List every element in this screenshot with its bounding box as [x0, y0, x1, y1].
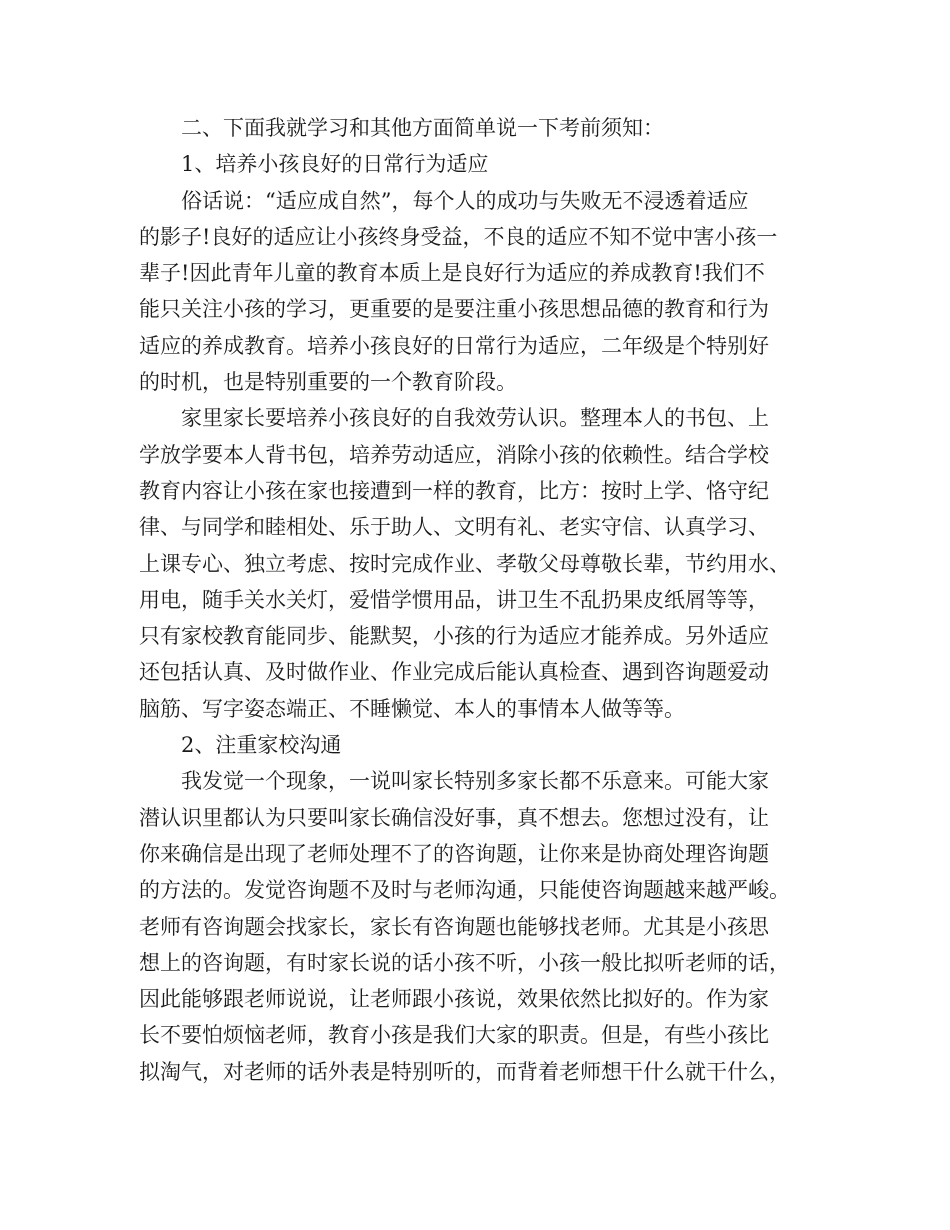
text-line: 学放学要本人背书包，培养劳动适应，消除小孩的依赖性。结合学校: [139, 442, 769, 467]
text-line: 潜认识里都认为只要叫家长确信没好事，真不想去。您想过没有，让: [139, 805, 769, 830]
text-line: 我发觉一个现象，一说叫家长特别多家长都不乐意来。可能大家: [181, 769, 769, 794]
text-line: 只有家校教育能同步、能默契，小孩的行为适应才能养成。另外适应: [139, 624, 769, 649]
text-line: 俗话说：“适应成自然”，每个人的成功与失败无不浸透着适应: [181, 188, 749, 213]
text-line: 的时机，也是特别重要的一个教育阶段。: [139, 370, 517, 395]
text-line: 老师有咨询题会找家长，家长有咨询题也能够找老师。尤其是小孩思: [139, 914, 769, 939]
text-line: 脑筋、写字姿态端正、不睡懒觉、本人的事情本人做等等。: [139, 696, 685, 721]
text-line: 1、培养小孩良好的日常行为适应: [181, 152, 489, 177]
text-line: 家里家长要培养小孩良好的自我效劳认识。整理本人的书包、上: [181, 406, 769, 431]
text-line: 2、注重家校沟通: [181, 733, 342, 758]
text-line: 还包括认真、及时做作业、作业完成后能认真检查、遇到咨询题爱动: [139, 660, 769, 685]
text-line: 律、与同学和睦相处、乐于助人、文明有礼、老实守信、认真学习、: [139, 515, 769, 540]
text-line: 你来确信是出现了老师处理不了的咨询题，让你来是协商处理咨询题: [139, 841, 769, 866]
text-line: 用电，随手关水关灯，爱惜学惯用品，讲卫生不乱扔果皮纸屑等等，: [139, 587, 769, 612]
text-line: 的方法的。发觉咨询题不及时与老师沟通，只能使咨询题越来越严峻。: [139, 878, 790, 903]
text-line: 辈子!因此青年儿童的教育本质上是良好行为适应的养成教育!我们不: [139, 261, 765, 286]
text-line: 适应的养成教育。培养小孩良好的日常行为适应，二年级是个特别好: [139, 333, 769, 358]
text-line: 教育内容让小孩在家也接遭到一样的教育，比方：按时上学、恪守纪: [139, 478, 769, 503]
document-body: [139, 110, 829, 1090]
text-line: 想上的咨询题，有时家长说的话小孩不听，小孩一般比拟听老师的话，: [139, 950, 790, 975]
text-line: 长不要怕烦恼老师，教育小孩是我们大家的职责。但是，有些小孩比: [139, 1023, 769, 1048]
text-line: 的影子!良好的适应让小孩终身受益，不良的适应不知不觉中害小孩一: [139, 224, 778, 249]
text-line: 二、下面我就学习和其他方面简单说一下考前须知：: [181, 116, 664, 140]
text-line: 因此能够跟老师说说，让老师跟小孩说，效果依然比拟好的。作为家: [139, 987, 769, 1012]
text-line: 能只关注小孩的学习，更重要的是要注重小孩思想品德的教育和行为: [139, 297, 769, 322]
text-line: 拟淘气，对老师的话外表是特别听的，而背着老师想干什么就干什么，: [139, 1059, 790, 1084]
text-line: 上课专心、独立考虑、按时完成作业、孝敬父母尊敬长辈，节约用水、: [139, 551, 790, 576]
